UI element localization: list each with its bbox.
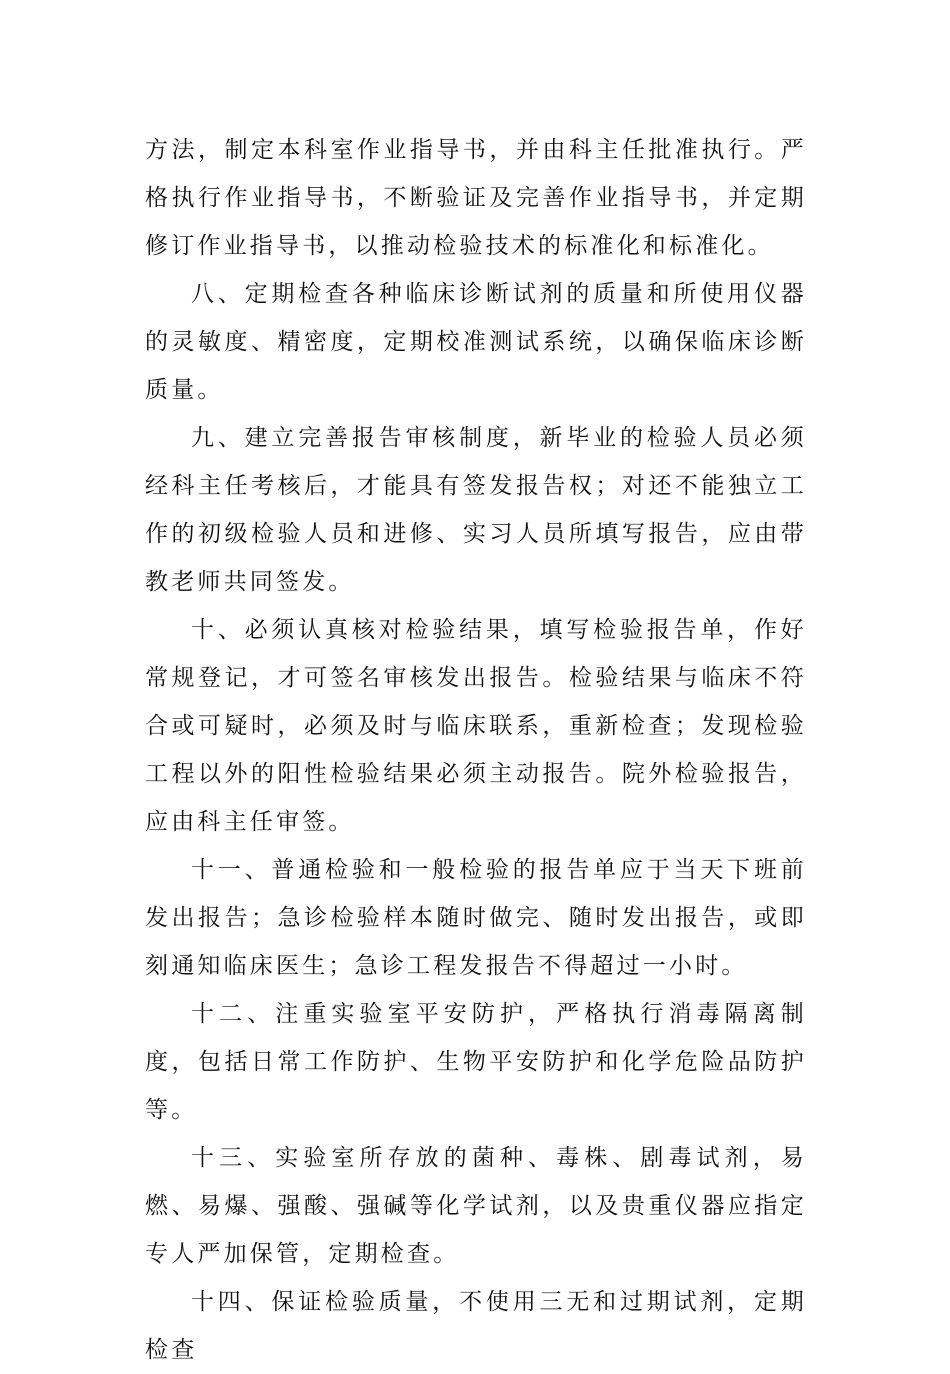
paragraph-item-8: 八、定期检查各种临床诊断试剂的质量和所使用仪器的灵敏度、精密度，定期校准测试系统，以确保临床诊断质量。 [145, 281, 807, 403]
paragraph-item-11: 十一、普通检验和一般检验的报告单应于当天下班前发出报告；急诊检验样本随时做完、随时发出报告，或即刻通知临床医生；急诊工程发报告不得超过一小时。 [145, 857, 807, 979]
paragraph-continuation: 方法，制定本科室作业指导书，并由科主任批准执行。严格执行作业指导书，不断验证及完善作业指导书，并定期修订作业指导书，以推动检验技术的标准化和标准化。 [145, 137, 807, 259]
paragraph-item-9: 九、建立完善报告审核制度，新毕业的检验人员必须经科主任考核后，才能具有签发报告权；对还不能独立工作的初级检验人员和进修、实习人员所填写报告，应由带教老师共同签发。 [145, 425, 807, 595]
paragraph-item-10: 十、必须认真核对检验结果，填写检验报告单，作好常规登记，才可签名审核发出报告。检验结果与临床不符合或可疑时，必须及时与临床联系，重新检查；发现检验工程以外的阳性检验结果必须主动报告。院外检验报告，应由科主任审签。 [145, 617, 807, 835]
paragraph-item-14: 十四、保证检验质量，不使用三无和过期试剂，定期检查 [145, 1289, 807, 1363]
paragraph-item-13: 十三、实验室所存放的菌种、毒株、剧毒试剂，易燃、易爆、强酸、强碱等化学试剂，以及贵重仪器应指定专人严加保管，定期检查。 [145, 1145, 807, 1267]
document-body [145, 126, 807, 1374]
paragraph-item-12: 十二、注重实验室平安防护，严格执行消毒隔离制度，包括日常工作防护、生物平安防护和化学危险品防护等。 [145, 1001, 807, 1123]
